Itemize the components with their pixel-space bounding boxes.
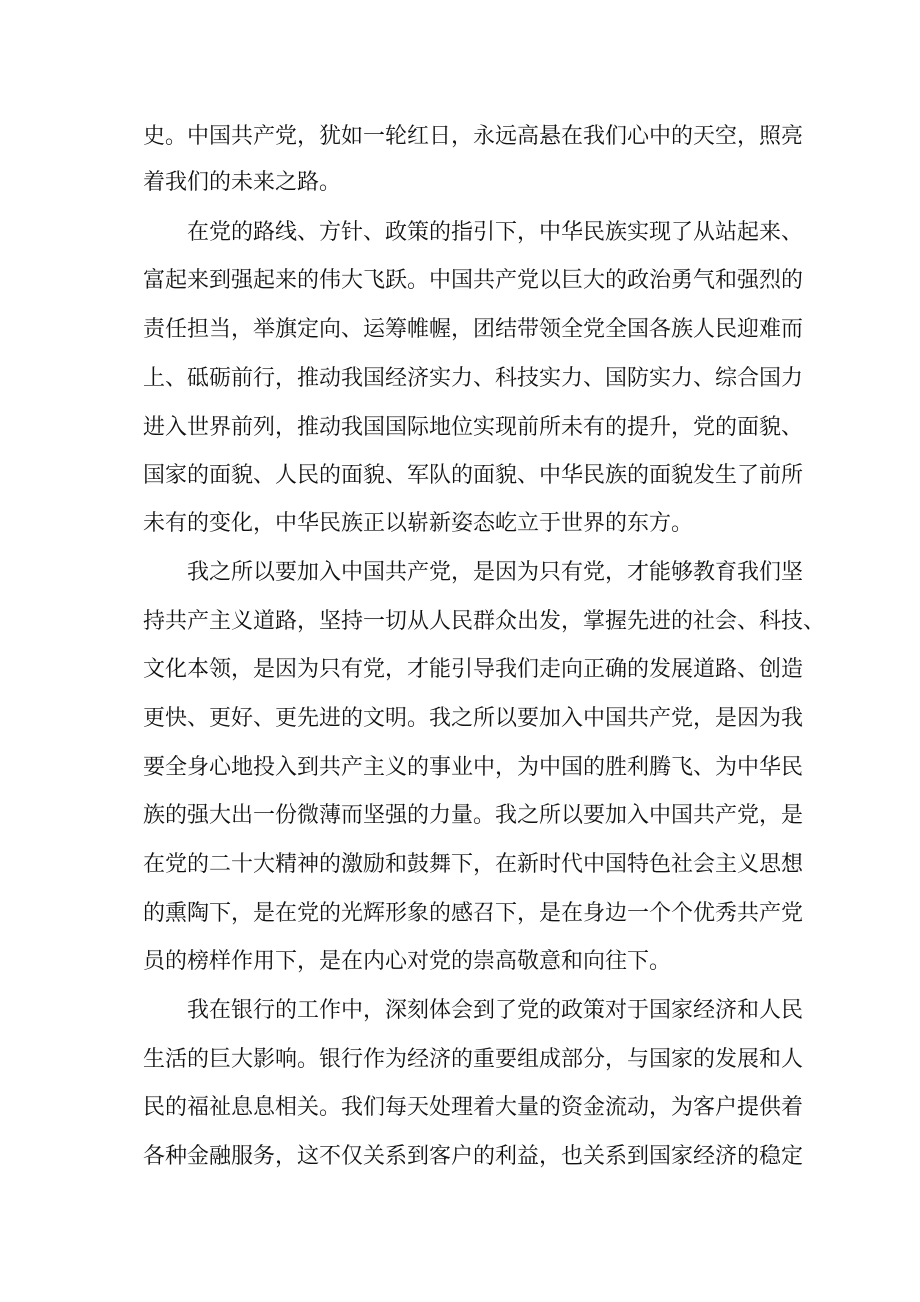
- text-line: 更快、更好、更先进的文明。我之所以要加入中国共产党，是因为我: [143, 706, 804, 731]
- text-line: 文化本领，是因为只有党，才能引导我们走向正确的发展道路、创造: [143, 657, 804, 682]
- paragraph-first-line: 我在银行的工作中，深刻体会到了党的政策对于国家经济和人民: [187, 998, 804, 1023]
- text-line: 上、砥砺前行，推动我国经济实力、科技实力、国防实力、综合国力: [143, 366, 804, 391]
- paragraph-first-line: 我之所以要加入中国共产党，是因为只有党，才能够教育我们坚: [187, 560, 804, 585]
- text-line: 各种金融服务，这不仅关系到客户的利益，也关系到国家经济的稳定: [143, 1144, 804, 1169]
- text-line: 持共产主义道路，坚持一切从人民群众出发，掌握先进的社会、科技、: [143, 609, 826, 634]
- text-line: 未有的变化，中华民族正以崭新姿态屹立于世界的东方。: [143, 511, 694, 536]
- text-line: 责任担当，举旗定向、运筹帷幄，团结带领全党全国各族人民迎难而: [143, 317, 804, 342]
- paragraph-first-line: 在党的路线、方针、政策的指引下，中华民族实现了从站起来、: [187, 220, 804, 245]
- text-line: 族的强大出一份微薄而坚强的力量。我之所以要加入中国共产党，是: [143, 803, 804, 828]
- text-line: 在党的二十大精神的激励和鼓舞下，在新时代中国特色社会主义思想: [143, 852, 804, 877]
- text-line: 国家的面貌、人民的面貌、军队的面貌、中华民族的面貌发生了前所: [143, 463, 804, 488]
- text-line: 生活的巨大影响。银行作为经济的重要组成部分，与国家的发展和人: [143, 1047, 804, 1072]
- text-line: 要全身心地投入到共产主义的事业中，为中国的胜利腾飞、为中华民: [143, 755, 804, 780]
- text-line: 民的福祉息息相关。我们每天处理着大量的资金流动，为客户提供着: [143, 1095, 804, 1120]
- text-line: 的熏陶下，是在党的光辉形象的感召下，是在身边一个个优秀共产党: [143, 901, 804, 926]
- text-line: 富起来到强起来的伟大飞跃。中国共产党以巨大的政治勇气和强烈的: [143, 268, 804, 293]
- text-line: 着我们的未来之路。: [143, 170, 342, 195]
- text-line: 史。中国共产党，犹如一轮红日，永远高悬在我们心中的天空，照亮: [143, 124, 804, 149]
- text-line: 进入世界前列，推动我国国际地位实现前所未有的提升，党的面貌、: [143, 415, 804, 440]
- text-line: 员的榜样作用下，是在内心对党的崇高敬意和向往下。: [143, 949, 672, 974]
